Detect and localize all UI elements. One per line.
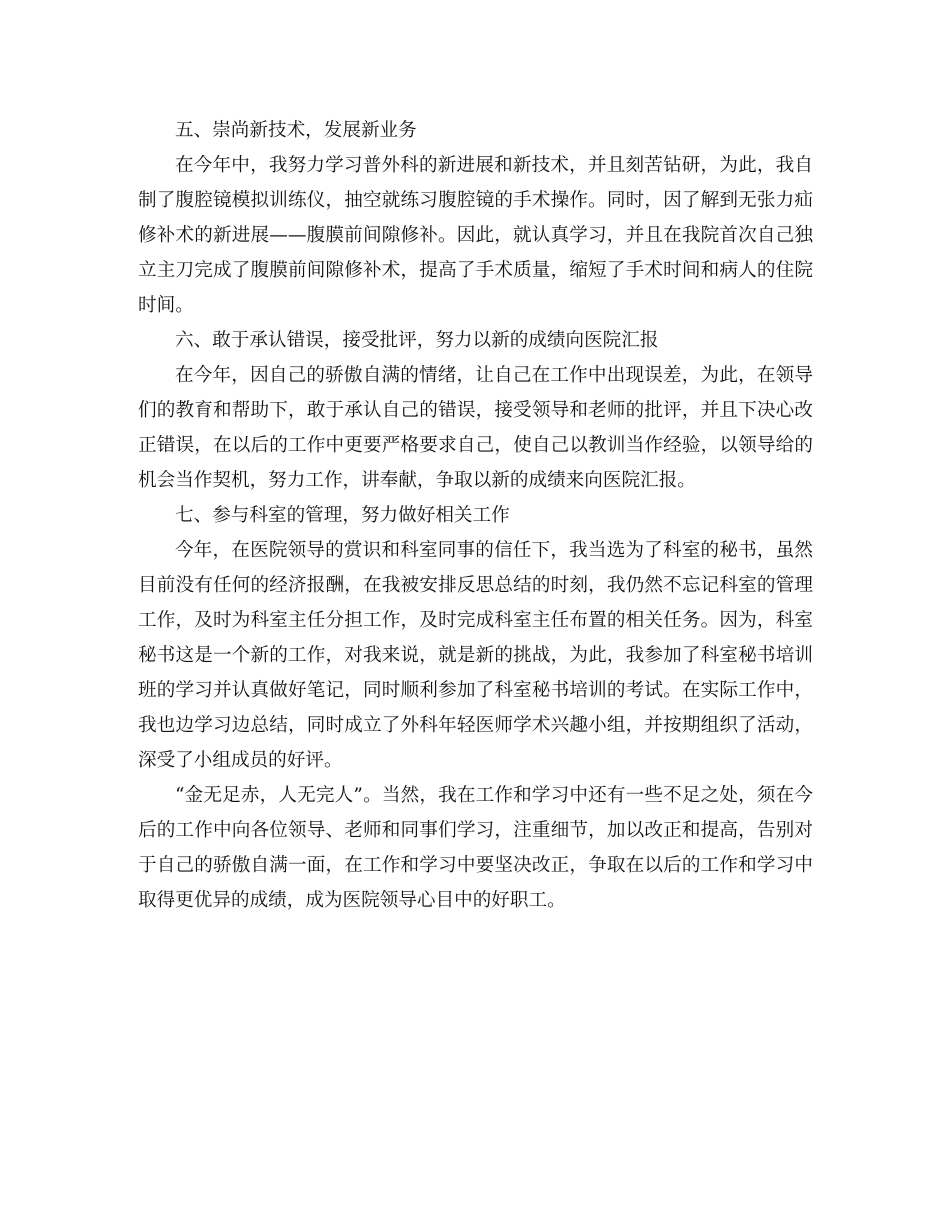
document-body xyxy=(138,113,813,918)
closing-paragraph: “金无足赤，人无完人”。当然，我在工作和学习中还有一些不足之处，须在今后的工作中向各位领导、老师和同事们学习，注重细节，加以改正和提高，告别对于自己的骄傲自满一面，在工作和学习中要坚决改正，争取在以后的工作和学习中取得更优异的成绩，成为医院领导心目中的好职工。 xyxy=(138,785,813,911)
section-heading-6: 六、敢于承认错误，接受批评，努力以新的成绩向医院汇报 xyxy=(175,330,659,351)
section-paragraph-7: 今年，在医院领导的赏识和科室同事的信任下，我当选为了科室的秘书，虽然目前没有任何的经济报酬，在我被安排反思总结的时刻，我仍然不忘记科室的管理工作，及时为科室主任分担工作，及时完成科室主任布置的相关任务。因为，科室秘书这是一个新的工作，对我来说，就是新的挑战，为此，我参加了科室秘书培训班的学习并认真做好笔记，同时顺利参加了科室秘书培训的考试。在实际工作中，我也边学习边总结，同时成立了外科年轻医师学术兴趣小组，并按期组织了活动，深受了小组成员的好评。 xyxy=(138,540,813,771)
section-paragraph-6: 在今年，因自己的骄傲自满的情绪，让自己在工作中出现误差，为此，在领导们的教育和帮助下，敢于承认自己的错误，接受领导和老师的批评，并且下决心改正错误，在以后的工作中更要严格要求自己，使自己以教训当作经验，以领导给的机会当作契机，努力工作，讲奉献，争取以新的成绩来向医院汇报。 xyxy=(138,365,813,491)
section-paragraph-5: 在今年中，我努力学习普外科的新进展和新技术，并且刻苦钻研，为此，我自制了腹腔镜模拟训练仪，抽空就练习腹腔镜的手术操作。同时，因了解到无张力疝修补术的新进展——腹膜前间隙修补。因此，就认真学习，并且在我院首次自己独立主刀完成了腹膜前间隙修补术，提高了手术质量，缩短了手术时间和病人的住院时间。 xyxy=(138,155,813,316)
section-heading-7: 七、参与科室的管理，努力做好相关工作 xyxy=(175,505,510,526)
section-heading-5: 五、崇尚新技术，发展新业务 xyxy=(175,120,417,141)
